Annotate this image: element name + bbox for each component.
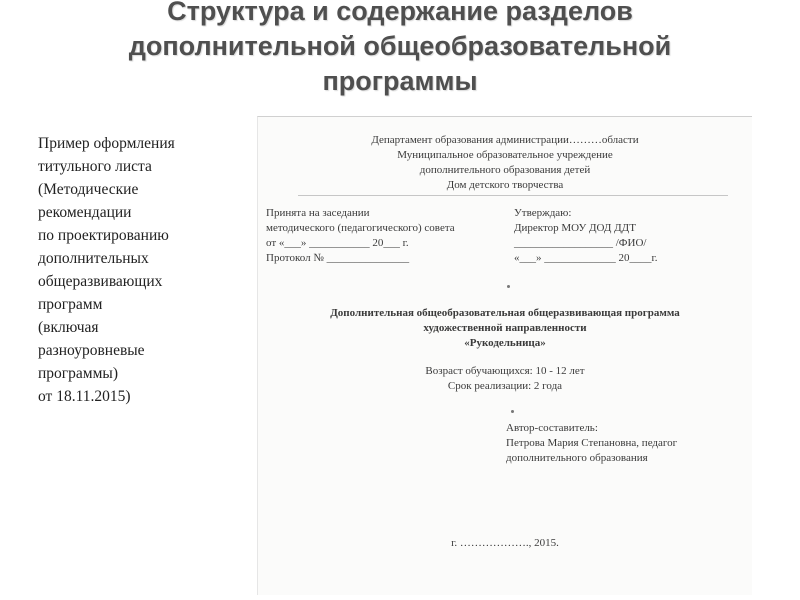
caption-line: (включая	[38, 319, 99, 336]
program-title-text: «Рукодельница»	[464, 337, 546, 349]
slide-title-line: дополнительной общеобразовательной	[128, 31, 672, 61]
doc-header-line: Департамент образования администрации………области	[371, 134, 639, 146]
caption-line: от 18.11.2015)	[38, 388, 131, 405]
slide-title-line: программы	[322, 66, 478, 96]
caption-line: Пример оформления	[38, 135, 175, 152]
author-line: дополнительного образования	[506, 452, 648, 464]
program-title-text: художественной направленности	[423, 322, 587, 334]
caption-line: дополнительных	[38, 250, 149, 267]
caption-line: общеразвивающих	[38, 273, 163, 290]
doc-footer: г. ………………., 2015.	[451, 537, 559, 549]
caption-line: программ	[38, 296, 103, 313]
term-line: Срок реализации: 2 года	[447, 380, 563, 392]
approved-line: «___» _____________ 20____г.	[514, 252, 658, 264]
slide-title-line: Структура и содержание разделов	[167, 0, 633, 26]
program-title-line	[258, 307, 752, 319]
caption-line: рекомендации	[38, 204, 132, 221]
caption-line: разноуровневые	[38, 342, 145, 359]
author-line: Петрова Мария Степановна, педагог	[506, 437, 678, 449]
approved-line: Директор МОУ ДОД ДДТ	[514, 222, 636, 234]
accepted-line: Принята на заседании	[266, 207, 370, 219]
age-line: Возраст обучающихся: 10 - 12 лет	[425, 365, 585, 377]
program-title-text: Дополнительная общеобразовательная общеразвивающая программа	[330, 307, 680, 319]
accepted-line: методического (педагогического) совета	[266, 222, 455, 234]
doc-header-line: Дом детского творчества	[446, 179, 564, 191]
slide-title	[20, 0, 780, 99]
caption-line: по проектированию	[38, 227, 169, 244]
scan-speck	[507, 285, 510, 288]
scan-speck	[511, 410, 514, 413]
doc-header-line: дополнительного образования детей	[419, 164, 591, 176]
header-divider	[298, 195, 728, 196]
program-title-line	[258, 322, 752, 334]
caption-line: (Методические	[38, 181, 139, 198]
scanned-title-page	[257, 116, 752, 595]
accepted-line: Протокол № _______________	[266, 252, 410, 264]
program-title-line	[258, 337, 752, 349]
approved-line: __________________ /ФИО/	[514, 237, 647, 249]
doc-header-line: Муниципальное образовательное учреждение	[397, 149, 613, 161]
approved-line: Утверждаю:	[514, 207, 572, 219]
caption-line: программы)	[38, 365, 118, 382]
accepted-line: от «___» ___________ 20___ г.	[266, 237, 409, 249]
caption-line: титульного листа	[38, 158, 152, 175]
author-label: Автор-составитель:	[506, 422, 598, 434]
caption-text	[38, 132, 238, 408]
